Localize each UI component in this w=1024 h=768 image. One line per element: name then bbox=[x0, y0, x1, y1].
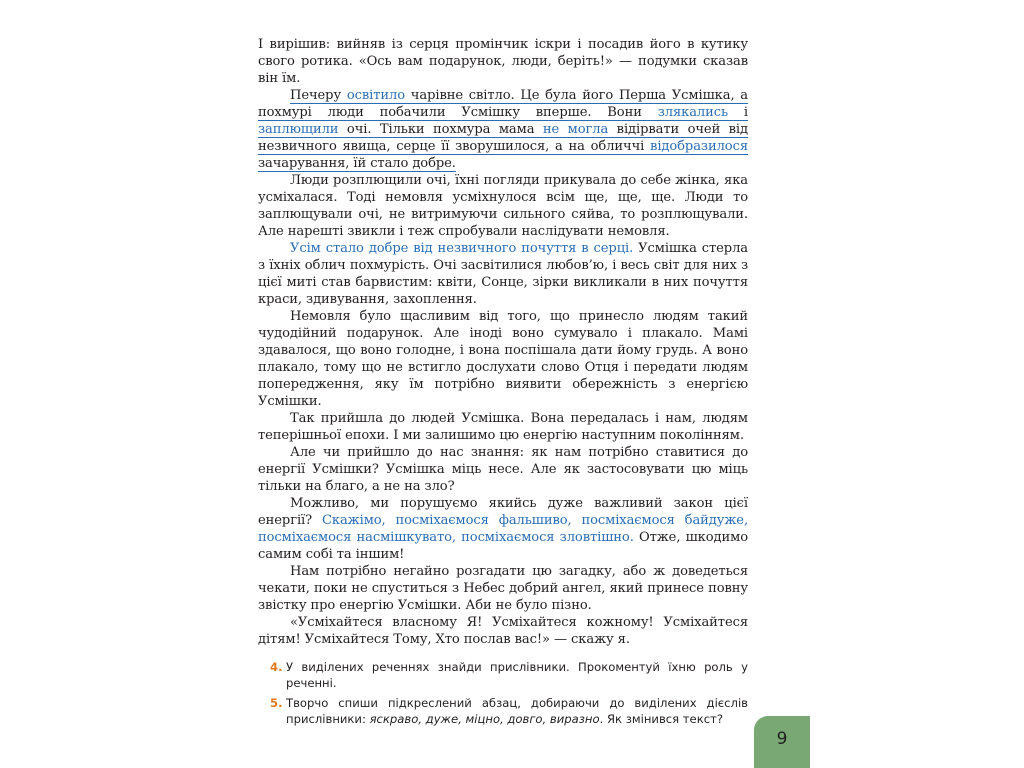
paragraph bbox=[258, 240, 748, 308]
paragraph bbox=[258, 444, 748, 495]
text-segment: Усмішка стерла з їхніх облич похмурість. Очі засвітилися любов’ю, і весь світ для них з цієї миті став барвистим: квіти, Сонце, зірки викликали в них почуття краси, здивування, захоплення. bbox=[258, 241, 748, 307]
paragraph bbox=[258, 563, 748, 614]
underlined-text: чарівне світло. Це була його Перша Усмішка, а похмурі люди побачили Усмішку вперше. Вони bbox=[258, 88, 749, 120]
text-segment: Але чи прийшло до нас знання: як нам потрібно ставитися до енергії Усмішки? Усмішка міць несе. Але як застосовувати цю міць тільки на благо, а не на зло? bbox=[258, 445, 748, 494]
underlined-text: і bbox=[728, 105, 748, 120]
task-list bbox=[270, 660, 748, 732]
highlighted-text: злякались bbox=[657, 105, 729, 120]
task-text: У виділених реченнях знайди прислівники. Прокоментуй їхню роль у реченні. bbox=[286, 660, 748, 690]
highlighted-text: заплющили bbox=[258, 122, 339, 137]
paragraph bbox=[258, 410, 748, 444]
story-text bbox=[258, 36, 748, 648]
paragraph bbox=[258, 614, 748, 648]
text-segment: Люди розплющили очі, їхні погляди прикувала до себе жінка, яка усміхалася. Тоді немовля усміхнулося всім ще, ще, ще. Люди то заплющували очі, не витримуючи сильного сяйва, то розплющували. Але нарешті звикли і теж спробували наслідувати немовля. bbox=[258, 173, 748, 239]
highlighted-text: Усім стало добре від незвичного почуття в серці. bbox=[290, 241, 634, 256]
underlined-text: зачарування, їй стало добре. bbox=[258, 156, 456, 171]
underlined-text: відірвати очей від незвичного явища, серце її зворушилося, а на обличчі bbox=[258, 122, 748, 154]
task-text: . Як змінився текст? bbox=[599, 711, 723, 726]
text-segment: Можливо, ми порушуємо якийсь дуже важливий закон цієї енергії? bbox=[258, 496, 748, 528]
paragraph bbox=[258, 172, 748, 240]
task-italic-text: яскраво, дуже, міцно, довго, виразно bbox=[369, 711, 600, 726]
task-item bbox=[270, 696, 748, 727]
paragraph bbox=[258, 495, 748, 563]
paragraph bbox=[258, 308, 748, 410]
task-text: Творчо спиши підкреслений абзац, добираючи до виділених дієслів прислівники: bbox=[286, 696, 748, 726]
paragraph bbox=[258, 36, 748, 87]
text-segment: Нам потрібно негайно розгадати цю загадку, або ж доведеться чекати, поки не спуститься з Небес добрий ангел, який принесе повну звістку про енергію Усмішки. Аби не було пізно. bbox=[258, 564, 748, 613]
highlighted-text: не могла bbox=[542, 122, 609, 137]
highlighted-text: освітило bbox=[346, 88, 406, 103]
text-segment: Отже, шкодимо самим собі та іншим! bbox=[258, 530, 748, 562]
page-number-tab bbox=[754, 716, 810, 768]
task-item bbox=[270, 660, 748, 691]
task-number: 5. bbox=[270, 696, 283, 710]
underlined-text: Печеру bbox=[290, 88, 347, 103]
task-number: 4. bbox=[270, 660, 283, 674]
page-number: 9 bbox=[776, 729, 788, 749]
text-segment: Немовля було щасливим від того, що принесло людям такий чудодійний подарунок. Але іноді воно сумувало і плакало. Мамі здавалося, що воно голодне, і вона поспішала дати йому грудь. А воно плакало, тому що не встигло дослухати слово Отця і передати людям попередження, яку їм потрібно виявити обережність з енергією Усмішки. bbox=[258, 309, 748, 409]
highlighted-text: Скажімо, посміхаємося фальшиво, посміхаємося байдуже, посміхаємося насмішкувато, посміхаємося зловтішно. bbox=[258, 513, 749, 545]
text-segment: «Усміхайтеся власному Я! Усміхайтеся кожному! Усміхайтеся дітям! Усміхайтеся Тому, Хто послав вас!» — скажу я. bbox=[258, 615, 748, 647]
text-segment: І вирішив: вийняв із серця промінчик іскри і посадив його в кутику свого ротика. «Ось вам подарунок, люди, беріть!» — подумки сказав він їм. bbox=[258, 37, 748, 86]
paragraph bbox=[258, 87, 748, 172]
underlined-text: очі. Тільки похмура мама bbox=[338, 122, 543, 137]
highlighted-text: відобразилося bbox=[650, 139, 748, 154]
text-segment: Так прийшла до людей Усмішка. Вона передалась і нам, людям теперішньої епохи. І ми залишимо цю енергію наступним поколінням. bbox=[258, 411, 748, 443]
